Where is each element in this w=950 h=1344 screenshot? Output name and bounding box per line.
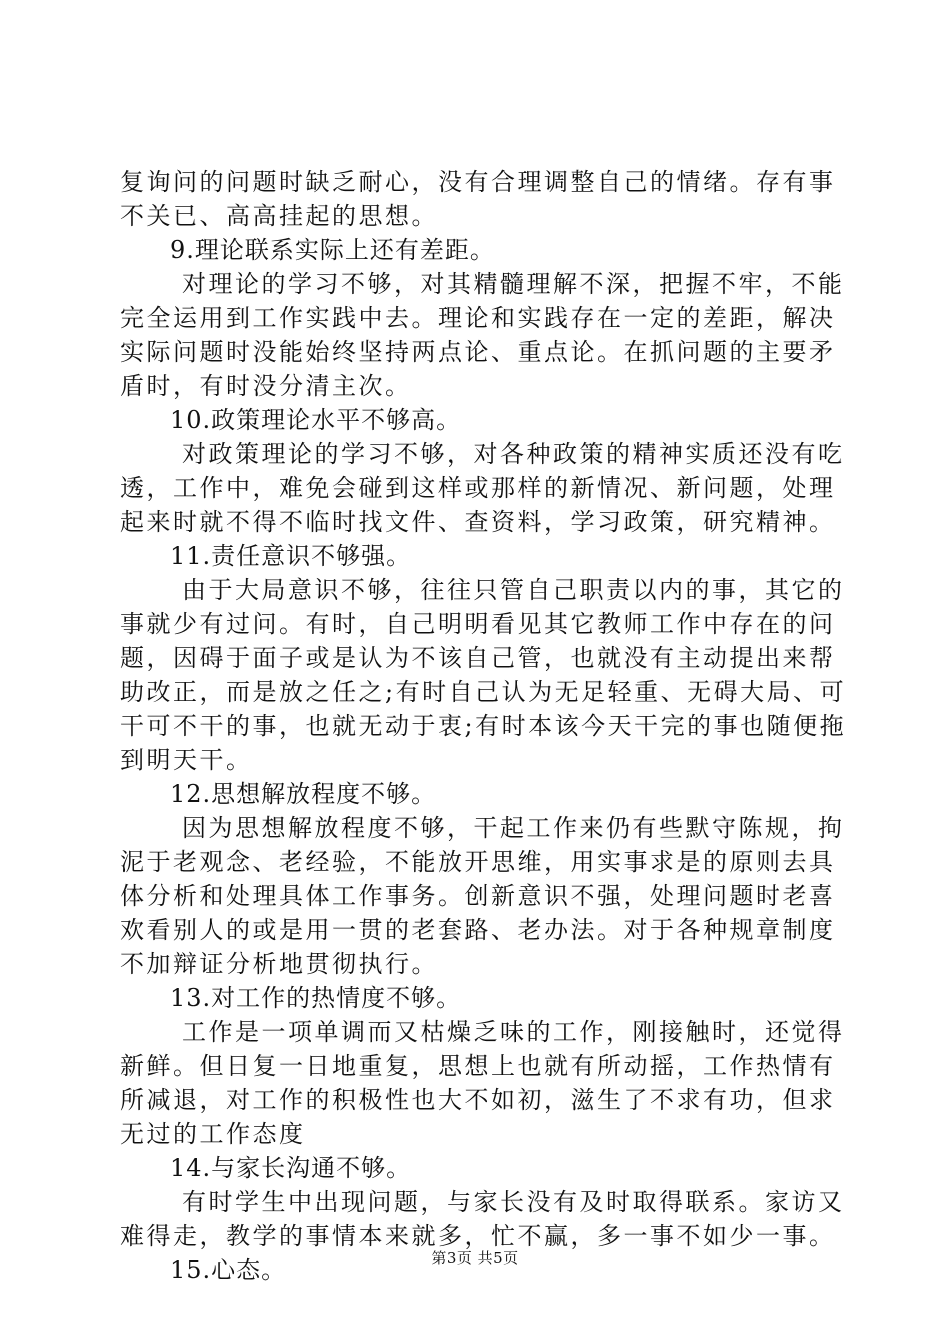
section-heading: 15.心态。 xyxy=(170,1256,287,1284)
paragraph-line: 有时学生中出现问题，与家长没有及时取得联系。家访又 xyxy=(182,1188,845,1216)
paragraph-line: 对理论的学习不够，对其精髓理解不深，把握不牢，不能 xyxy=(182,270,845,298)
document-body xyxy=(120,165,847,1287)
paragraph-line: 体分析和处理具体工作事务。创新意识不强，处理问题时老喜 xyxy=(120,882,836,910)
paragraph-line: 干可不干的事，也就无动于衷;有时本该今天干完的事也随便拖 xyxy=(120,712,847,740)
paragraph-line: 完全运用到工作实践中去。理论和实践存在一定的差距，解决 xyxy=(120,304,836,332)
section-heading: 10.政策理论水平不够高。 xyxy=(170,406,462,434)
paragraph-line: 不加辩证分析地贯彻执行。 xyxy=(120,950,438,978)
paragraph-line: 难得走，教学的事情本来就多，忙不赢，多一事不如少一事。 xyxy=(120,1222,836,1250)
paragraph-line: 不关已、高高挂起的思想。 xyxy=(120,202,438,230)
paragraph-line: 复询问的问题时缺乏耐心，没有合理调整自己的情绪。存有事 xyxy=(120,168,836,196)
paragraph-line: 工作是一项单调而又枯燥乏味的工作，刚接触时，还觉得 xyxy=(182,1018,845,1046)
paragraph-line: 助改正，而是放之任之;有时自己认为无足轻重、无碍大局、可 xyxy=(120,678,847,706)
paragraph-line: 泥于老观念、老经验，不能放开思维，用实事求是的原则去具 xyxy=(120,848,836,876)
paragraph-line: 到明天干。 xyxy=(120,746,253,774)
paragraph-line: 由于大局意识不够，往往只管自己职责以内的事，其它的 xyxy=(182,576,845,604)
paragraph-line: 实际问题时没能始终坚持两点论、重点论。在抓问题的主要矛 xyxy=(120,338,836,366)
page-footer: 第3页 共5页 xyxy=(431,1249,519,1267)
section-heading: 11.责任意识不够强。 xyxy=(170,542,412,570)
paragraph-line: 事就少有过问。有时，自己明明看见其它教师工作中存在的问 xyxy=(120,610,836,638)
paragraph-line: 欢看别人的或是用一贯的老套路、老办法。对于各种规章制度 xyxy=(120,916,836,944)
section-heading: 14.与家长沟通不够。 xyxy=(170,1154,412,1182)
paragraph-line: 起来时就不得不临时找文件、查资料，学习政策，研究精神。 xyxy=(120,508,836,536)
paragraph-line: 透，工作中，难免会碰到这样或那样的新情况、新问题，处理 xyxy=(120,474,836,502)
paragraph-line: 新鲜。但日复一日地重复，思想上也就有所动摇，工作热情有 xyxy=(120,1052,836,1080)
section-heading: 13.对工作的热情度不够。 xyxy=(170,984,462,1012)
paragraph-line: 盾时，有时没分清主次。 xyxy=(120,372,412,400)
section-heading: 12.思想解放程度不够。 xyxy=(170,780,437,808)
paragraph-line: 题，因碍于面子或是认为不该自己管，也就没有主动提出来帮 xyxy=(120,644,836,672)
paragraph-line: 对政策理论的学习不够，对各种政策的精神实质还没有吃 xyxy=(182,440,845,468)
section-heading: 9.理论联系实际上还有差距。 xyxy=(170,236,495,264)
paragraph-line: 因为思想解放程度不够，干起工作来仍有些默守陈规，拘 xyxy=(182,814,845,842)
paragraph-line: 所减退，对工作的积极性也大不如初，滋生了不求有功，但求 xyxy=(120,1086,836,1114)
paragraph-line: 无过的工作态度 xyxy=(120,1120,306,1148)
